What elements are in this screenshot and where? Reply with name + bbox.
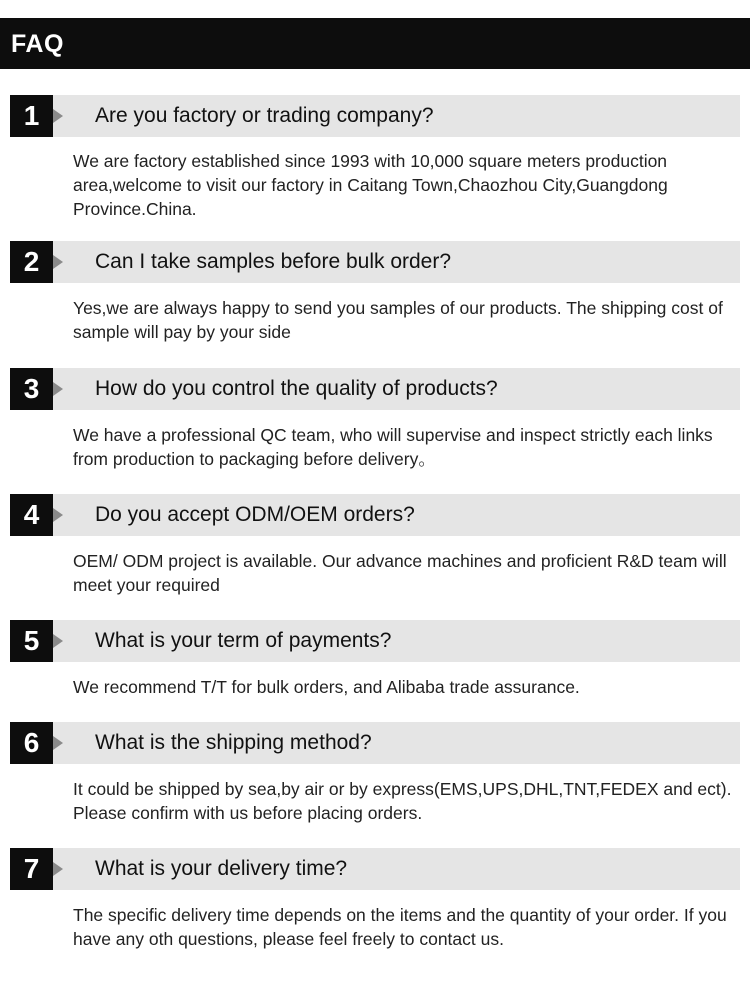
question-number: 7 [10,848,53,890]
question-number: 5 [10,620,53,662]
page-title: FAQ [11,30,64,58]
answer-text: It could be shipped by sea,by air or by express(EMS,UPS,DHL,TNT,FEDEX and ect). Please confirm with us before placing orders. [73,779,732,823]
answer-text: We have a professional QC team, who will supervise and inspect strictly each links from production to packaging before delivery。 [73,425,713,469]
answer-text: Yes,we are always happy to send you samples of our products. The shipping cost of sample will pay by your side [73,298,723,342]
answer-text: We are factory established since 1993 with 10,000 square meters production area,welcome to visit our factory in Caitang Town,Chaozhou City,Guangdong Province.China. [73,151,668,219]
arrow-right-icon [53,255,63,269]
question-text: Are you factory or trading company? [95,104,434,127]
answer-text: The specific delivery time depends on the items and the quantity of your order. If you have any oth questions, please feel freely to contact us. [73,905,727,949]
question-bar [10,368,740,410]
answer-text: OEM/ ODM project is available. Our advance machines and proficient R&D team will meet your required [73,551,727,595]
arrow-right-icon [53,382,63,396]
answer-text: We recommend T/T for bulk orders, and Alibaba trade assurance. [73,677,580,697]
arrow-right-icon [53,736,63,750]
question-number: 1 [10,95,53,137]
faq-header [0,18,750,69]
arrow-right-icon [53,634,63,648]
question-bar [10,241,740,283]
question-text: What is your term of payments? [95,629,392,652]
question-text: How do you control the quality of products? [95,377,498,400]
question-number: 4 [10,494,53,536]
question-number: 2 [10,241,53,283]
question-bar [10,494,740,536]
question-bar [10,95,740,137]
arrow-right-icon [53,862,63,876]
question-text: Do you accept ODM/OEM orders? [95,503,415,526]
question-number: 6 [10,722,53,764]
question-bar [10,722,740,764]
question-number: 3 [10,368,53,410]
arrow-right-icon [53,109,63,123]
arrow-right-icon [53,508,63,522]
question-text: What is your delivery time? [95,857,348,880]
question-text: Can I take samples before bulk order? [95,250,452,273]
question-text: What is the shipping method? [95,731,372,754]
question-bar [10,620,740,662]
question-bar [10,848,740,890]
